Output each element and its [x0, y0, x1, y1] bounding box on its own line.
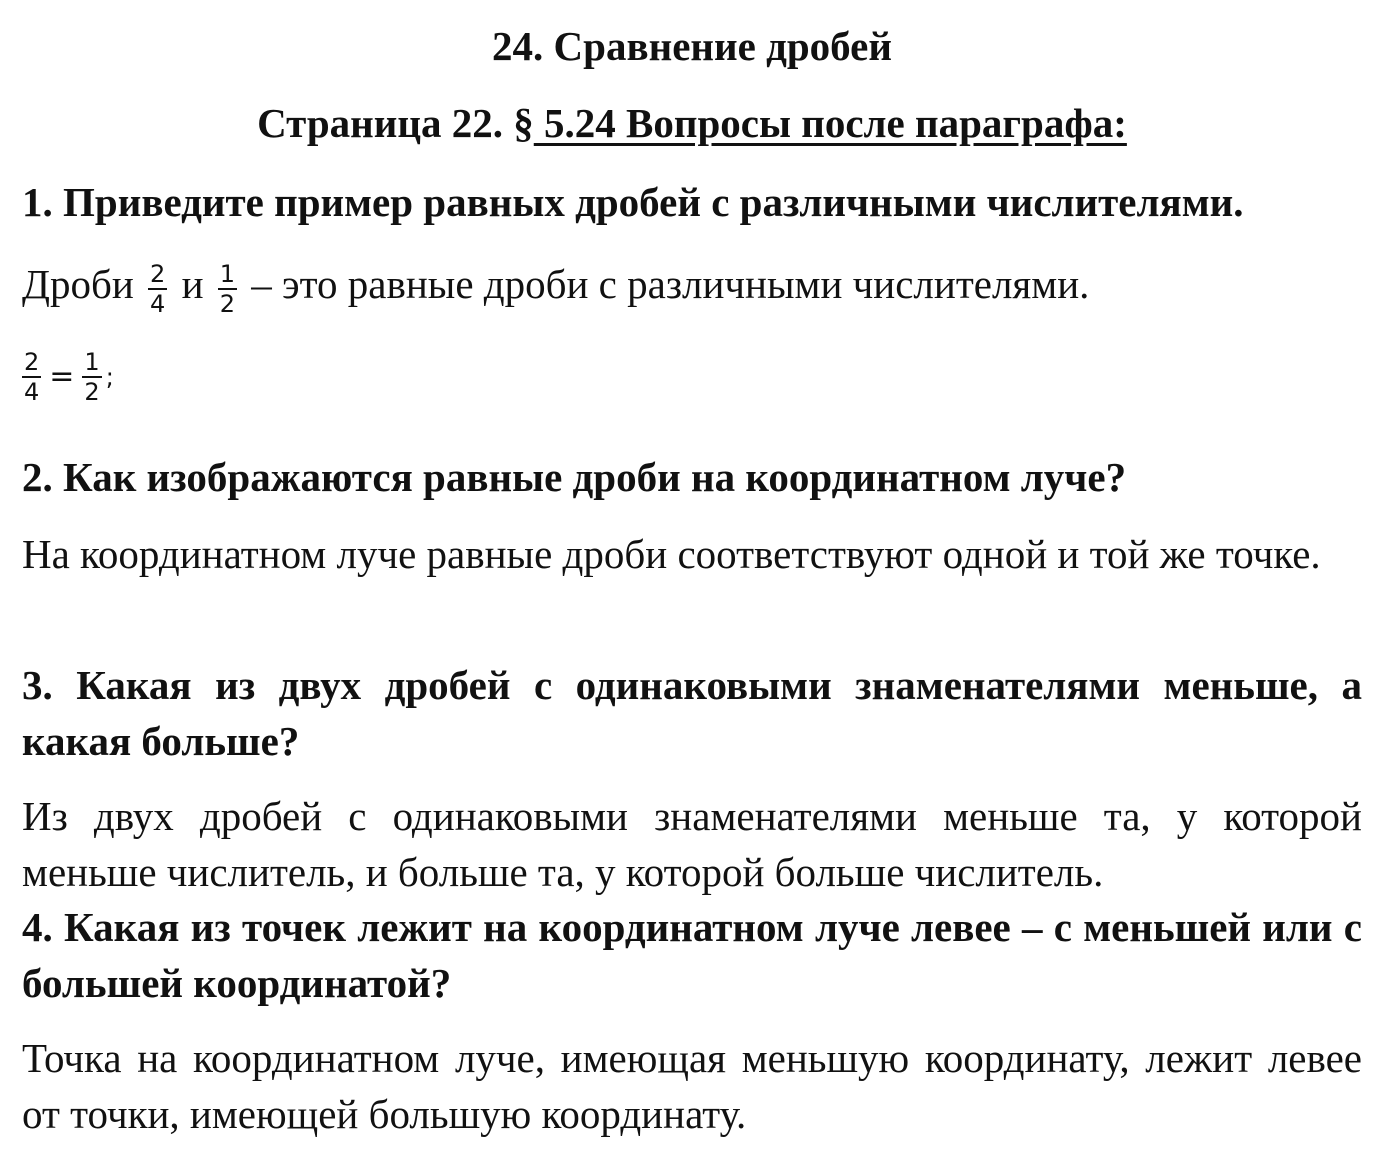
fraction-a — [148, 260, 167, 318]
answer-1 — [22, 256, 1362, 318]
page-subtitle — [22, 97, 1362, 149]
subtitle-underlined: 5.24 Вопросы после параграфа: — [533, 100, 1127, 146]
answer-3: Из двух дробей с одинаковыми знаменателями меньше та, у которой меньше числитель, и больше та, у которой больше числитель. — [22, 793, 1362, 895]
question-1: 1. Приведите пример равных дробей с различными числителями. — [22, 179, 1244, 225]
equation-right-numerator: 1 — [84, 348, 100, 376]
equation-end: ; — [105, 363, 114, 391]
fraction-a-denominator: 4 — [150, 289, 166, 318]
equation — [22, 348, 114, 406]
answer-1-conj: и — [181, 261, 204, 307]
equation-right-fraction — [82, 348, 101, 406]
fraction-b-denominator: 2 — [219, 289, 236, 318]
equation-left-fraction — [22, 348, 41, 406]
equation-left-numerator: 2 — [24, 348, 40, 376]
equation-left-denominator: 4 — [24, 378, 40, 406]
answer-1-suffix: – это равные дроби с различными числителями. — [251, 261, 1090, 307]
question-3: 3. Какая из двух дробей с одинаковыми знаменателями меньше, а какая больше? — [22, 662, 1362, 764]
equals-sign: = — [49, 359, 75, 394]
answer-4: Точка на координатном луче, имеющая меньшую координату, лежит левее от точки, имеющей большую координату. — [22, 1035, 1362, 1137]
subtitle-prefix: Страница 22. § — [257, 100, 534, 146]
answer-2: На координатном луче равные дроби соответствуют одной и той же точке. — [22, 531, 1321, 577]
question-4: 4. Какая из точек лежит на координатном луче левее – с меньшей или с большей координатой? — [22, 904, 1362, 1006]
page-title: 24. Сравнение дробей — [492, 23, 892, 69]
fraction-b-numerator: 1 — [219, 259, 236, 288]
fraction-a-numerator: 2 — [150, 259, 166, 288]
fraction-b — [218, 260, 237, 318]
answer-1-prefix: Дроби — [22, 261, 134, 307]
equation-right-denominator: 2 — [84, 378, 100, 406]
question-2: 2. Как изображаются равные дроби на координатном луче? — [22, 454, 1127, 500]
